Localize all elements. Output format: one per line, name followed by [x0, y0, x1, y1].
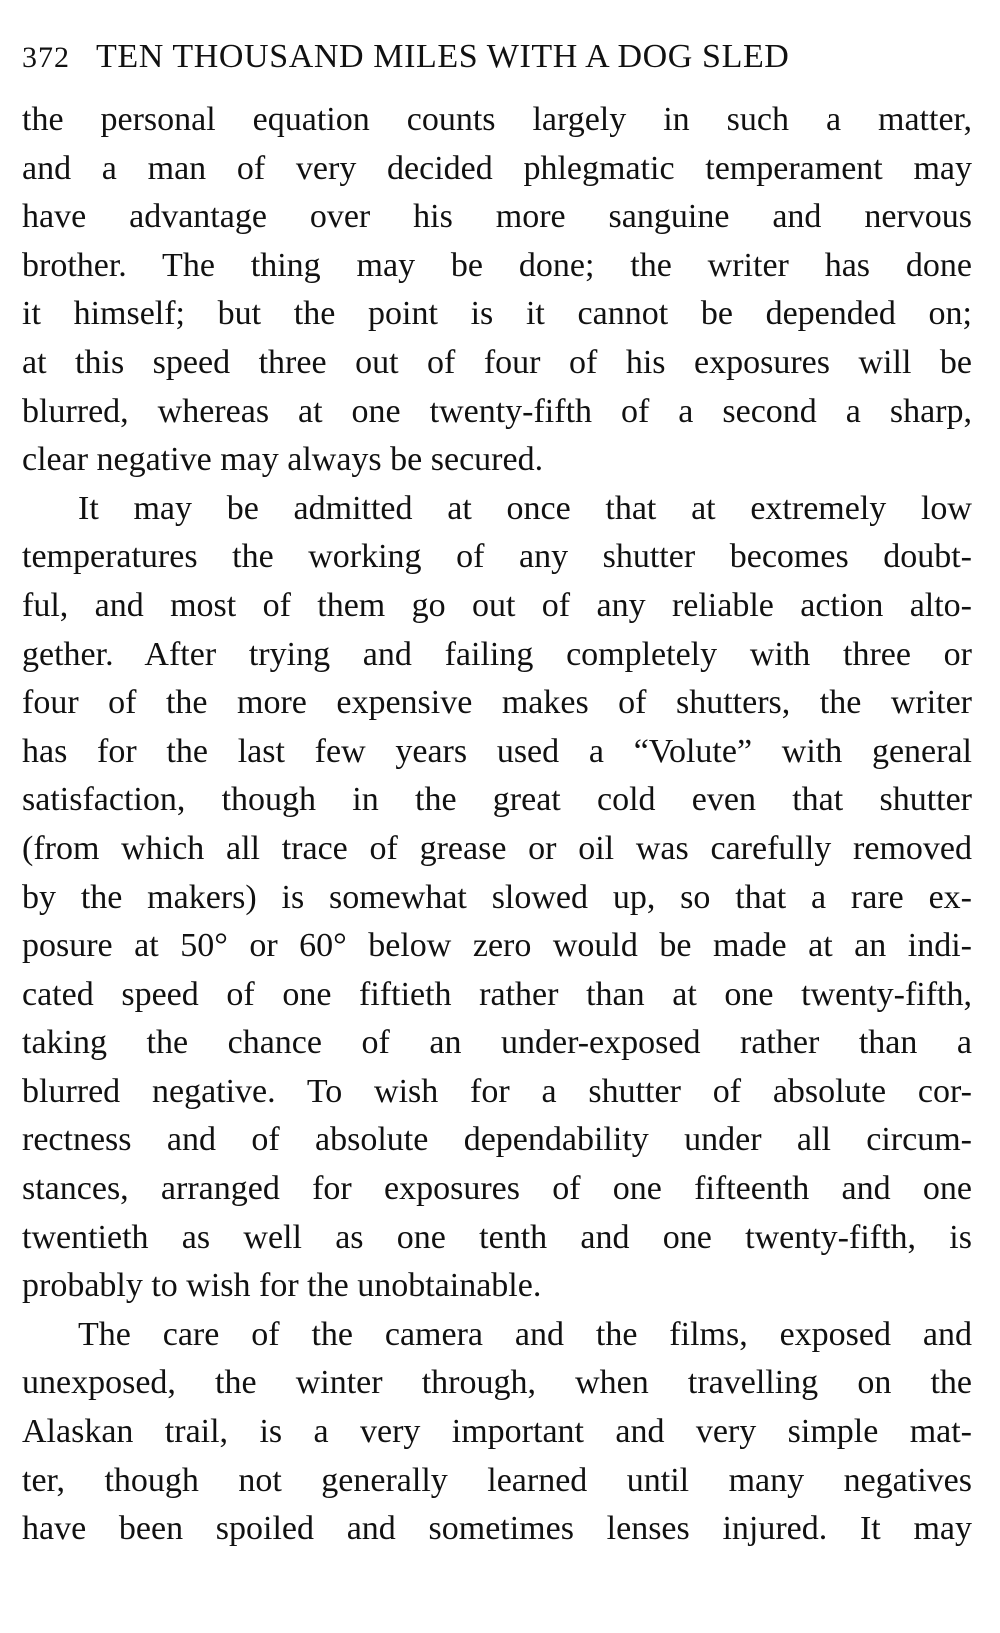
text-line: temperatures the working of any shutter becomes doubt- [22, 538, 972, 576]
running-head [22, 38, 972, 90]
text-line: brother. The thing may be done; the writer has done [22, 246, 972, 284]
text-line: twentieth as well as one tenth and one twenty-fifth, is [22, 1218, 972, 1256]
text-line: and a man of very decided phlegmatic temperament may [22, 149, 972, 187]
text-line: the personal equation counts largely in such a matter, [22, 101, 972, 138]
paragraph [22, 1311, 972, 1554]
text-line: taking the chance of an under-exposed rather than a [22, 1024, 972, 1062]
paragraph [22, 485, 972, 1311]
text-line: satisfaction, though in the great cold even that shutter [22, 781, 972, 819]
text-line: The care of the camera and the films, exposed and [78, 1315, 972, 1353]
text-line: clear negative may always be secured. [22, 441, 544, 479]
text-line: gether. After trying and failing completely with three or [22, 635, 972, 673]
text-line: ful, and most of them go out of any reliable action alto- [22, 586, 972, 624]
text-line: posure at 50° or 60° below zero would be made at an indi- [22, 927, 972, 965]
text-line: stances, arranged for exposures of one fifteenth and one [22, 1170, 972, 1208]
text-line: (from which all trace of grease or oil was carefully removed [22, 829, 972, 867]
page-number: 372 [22, 41, 70, 74]
body-text [22, 96, 972, 1554]
text-line: blurred negative. To wish for a shutter of absolute cor- [22, 1072, 972, 1110]
text-line: cated speed of one fiftieth rather than at one twenty-fifth, [22, 975, 972, 1013]
text-line: It may be admitted at once that at extremely low [78, 489, 972, 527]
text-line: it himself; but the point is it cannot be depended on; [22, 295, 972, 333]
text-line: unexposed, the winter through, when travelling on the [22, 1364, 972, 1402]
text-line: blurred, whereas at one twenty-fifth of a second a sharp, [22, 392, 972, 430]
text-line: rectness and of absolute dependability under all circum- [22, 1121, 972, 1159]
text-line: has for the last few years used a “Volute” with general [22, 732, 972, 770]
running-title: TEN THOUSAND MILES WITH A DOG SLED [96, 38, 790, 75]
text-line: four of the more expensive makes of shutters, the writer [22, 684, 972, 722]
book-page [22, 38, 972, 1554]
paragraph [22, 96, 972, 485]
text-line: ter, though not generally learned until many negatives [22, 1461, 972, 1499]
text-line: at this speed three out of four of his exposures will be [22, 343, 972, 381]
text-line: probably to wish for the unobtainable. [22, 1267, 542, 1305]
text-line: Alaskan trail, is a very important and very simple mat- [22, 1413, 972, 1451]
text-line: have been spoiled and sometimes lenses injured. It may [22, 1510, 972, 1548]
text-line: by the makers) is somewhat slowed up, so that a rare ex- [22, 878, 972, 916]
text-line: have advantage over his more sanguine and nervous [22, 198, 972, 236]
